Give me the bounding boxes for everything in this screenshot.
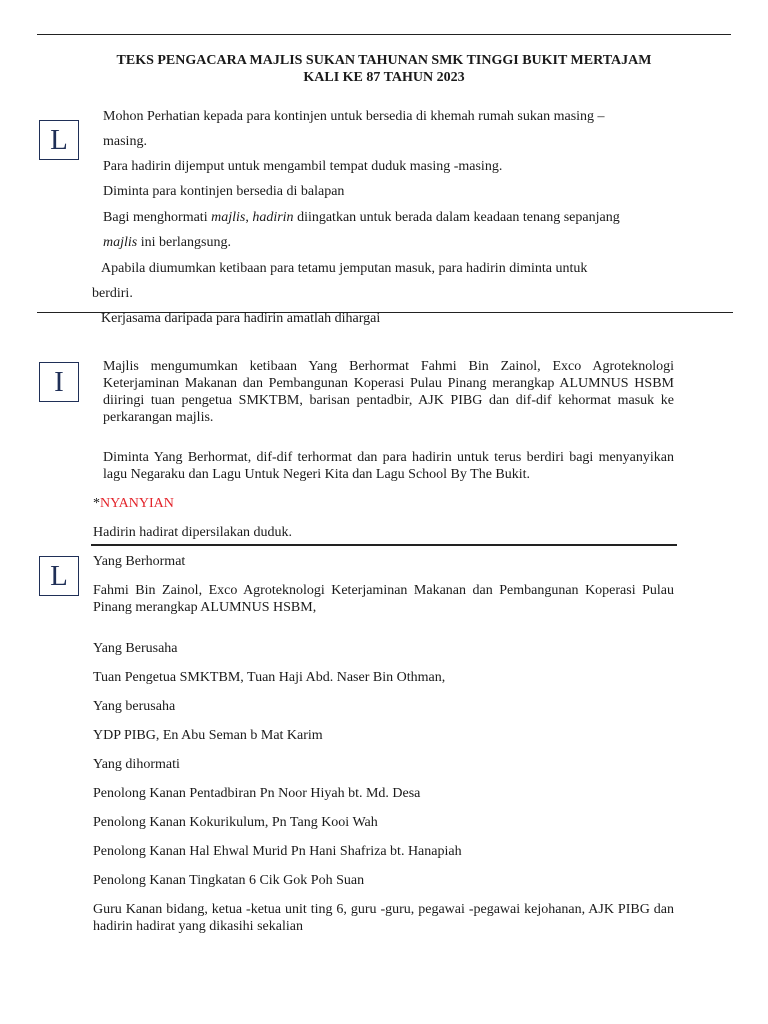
- s1-line4b: [103, 234, 231, 251]
- s1-line1: Mohon Perhatian kepada para kontinjen untuk bersedia di khemah rumah sukan masing –: [103, 109, 605, 124]
- s3-item-10: Penolong Kanan Tingkatan 6 Cik Gok Poh Suan: [93, 873, 365, 888]
- s3-item-4: Yang berusaha: [93, 699, 176, 714]
- s3-item-11: Guru Kanan bidang, ketua -ketua unit ting 6, guru -guru, pegawai -pegawai kejohanan, AJK PIBG dan hadirin hadirat yang dikasihi sekalian: [93, 902, 674, 934]
- s2-note-text: NYANYIAN: [100, 496, 174, 511]
- s1-line4b-em: majlis: [103, 235, 138, 250]
- s1-line4: [103, 209, 620, 226]
- s3-item-3: Tuan Pengetua SMKTBM, Tuan Haji Abd. Naser Bin Othman,: [93, 670, 446, 685]
- s3-item-0: Yang Berhormat: [93, 554, 186, 569]
- s3-item-2: Yang Berusaha: [93, 641, 178, 656]
- s3-item-1: Fahmi Bin Zainol, Exco Agroteknologi Keterjaminan Makanan dan Pembangunan Koperasi Pulau Pinang merangkap ALUMNUS HSBM,: [93, 583, 674, 615]
- s2-para2: Diminta Yang Berhormat, dif-dif terhormat dan para hadirin untuk terus berdiri bagi menyanyikan lagu Negaraku dan Lagu Untuk Negeri Kita dan Lagu School By The Bukit.: [103, 450, 674, 482]
- s1-line4-pre: Bagi menghormati: [103, 210, 212, 225]
- s1-line5b: berdiri.: [92, 286, 133, 301]
- section-badge-3: L: [39, 556, 79, 596]
- s1-line4b-post: ini berlangsung.: [137, 235, 231, 250]
- s3-item-6: Yang dihormati: [93, 757, 180, 772]
- s2-note: [93, 495, 174, 512]
- section-badge-1: L: [39, 120, 79, 160]
- page-title-line1: TEKS PENGACARA MAJLIS SUKAN TAHUNAN SMK TINGGI BUKIT MERTAJAM: [116, 53, 652, 68]
- s3-item-5: YDP PIBG, En Abu Seman b Mat Karim: [93, 728, 323, 743]
- s1-line4-em1: majlis: [211, 210, 246, 225]
- s1-line5: Apabila diumumkan ketibaan para tetamu jemputan masuk, para hadirin diminta untuk: [101, 261, 588, 276]
- s2-note-star: *: [93, 496, 100, 511]
- s1-line4-sep: ,: [245, 210, 253, 225]
- s1-line1b: masing.: [103, 134, 147, 149]
- s2-seated: Hadirin hadirat dipersilakan duduk.: [93, 525, 293, 540]
- s1-line2: Para hadirin dijemput untuk mengambil tempat duduk masing -masing.: [103, 159, 503, 174]
- s3-item-7: Penolong Kanan Pentadbiran Pn Noor Hiyah bt. Md. Desa: [93, 786, 421, 801]
- s1-line3: Diminta para kontinjen bersedia di balapan: [103, 184, 345, 199]
- s2-para1: Majlis mengumumkan ketibaan Yang Berhormat Fahmi Bin Zainol, Exco Agroteknologi Keterjaminan Makanan dan Pembangunan Koperasi Pulau Pinang merangkap ALUMNUS HSBM diiringi tuan pengetua SMKTBM, barisan pentadbir, AJK PIBG dan dif-dif kehormat masuk ke perkarangan majlis.: [103, 359, 674, 425]
- page-title-line2: KALI KE 87 TAHUN 2023: [303, 70, 465, 85]
- top-rule: [37, 34, 731, 35]
- s1-line4-em2: hadirin: [252, 210, 294, 225]
- section-badge-2: I: [39, 362, 79, 402]
- s3-item-8: Penolong Kanan Kokurikulum, Pn Tang Kooi Wah: [93, 815, 378, 830]
- section2-rule: [91, 544, 677, 546]
- s1-line6: Kerjasama daripada para hadirin amatlah dihargai: [101, 311, 381, 326]
- s3-item-9: Penolong Kanan Hal Ehwal Murid Pn Hani Shafriza bt. Hanapiah: [93, 844, 462, 859]
- s1-line4-post: diingatkan untuk berada dalam keadaan tenang sepanjang: [293, 210, 620, 225]
